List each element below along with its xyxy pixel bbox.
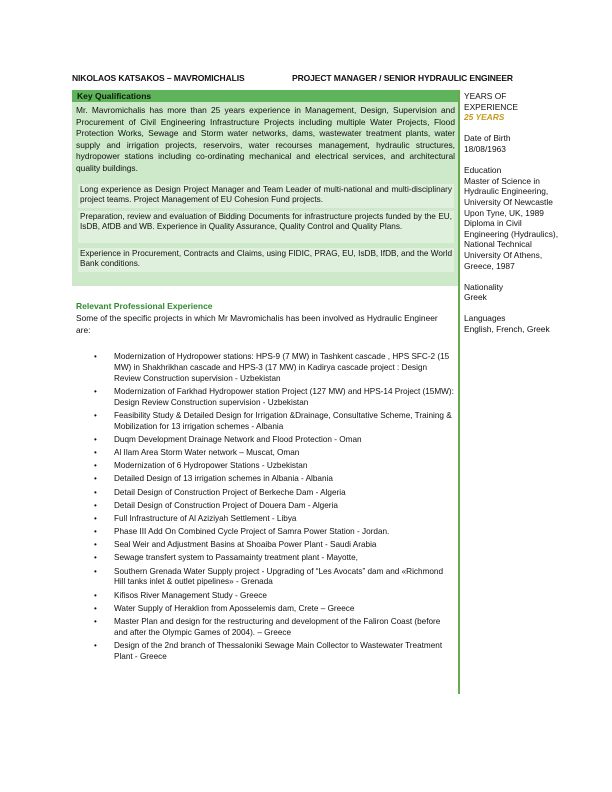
qualification-box-procurement (78, 248, 454, 272)
list-item: • Kifisos River Management Study - Greece (94, 590, 267, 600)
years-label: EXPERIENCE (464, 101, 518, 112)
list-item: • Modernization of 6 Hydropower Stations - Uzbekistan (94, 461, 308, 471)
education-degree-diploma: Diploma in Civil Engineering (Hydraulics), National Technical University Of Athens, Greece, 1987 (464, 218, 559, 271)
column-divider (458, 90, 460, 694)
bullet-icon: • (94, 352, 97, 361)
bullet-icon: • (94, 640, 97, 650)
nationality-value: Greek (464, 292, 487, 303)
years-label: YEARS OF (464, 91, 507, 101)
qualification-text: Experience in Procurement, Contracts and Claims, using FIDIC, PRAG, EU, IsDB, IfDB, and the World Bank conditions. (80, 249, 452, 268)
list-item: • Feasibility Study & Detailed Design for Irrigation &Drainage, Consultative Scheme, Training & Mobilization for 13 irrigation schemes - Albania (94, 410, 452, 431)
list-item: • Detail Design of Construction Project of Douera Dam - Algeria (94, 500, 338, 510)
experience-intro: Some of the specific projects in which Mr Mavromichalis has been involved as Hydraulic Engineer are: (76, 313, 438, 335)
bullet-icon: • (94, 410, 97, 420)
list-item: • Detailed Design of 13 irrigation schemes in Albania - Albania (94, 474, 333, 484)
bullet-icon: • (94, 616, 97, 626)
bullet-icon: • (94, 487, 97, 497)
bullet-icon: • (94, 603, 97, 613)
list-item: • Full Infrastructure of Al Aziziyah Settlement - Libya (94, 513, 297, 523)
list-item: • Master Plan and design for the restructuring and development of the Faliron Coast (before and after the Olympic Games of 2004). – Greece (94, 616, 441, 637)
bullet-icon: • (94, 566, 97, 576)
bullet-icon: • (94, 553, 97, 563)
sidebar (464, 91, 564, 345)
qualification-box-management (78, 184, 454, 208)
bullet-icon: • (94, 590, 97, 600)
experience-title: Relevant Professional Experience (76, 301, 213, 311)
nationality-label: Nationality (464, 281, 504, 292)
education-label: Education (464, 165, 502, 176)
list-item: • Modernization of Hydropower stations: HPS-9 (7 MW) in Tashkent cascade , HPS SFC-2 (15 MW) in Shakhrikhan cascade and HPS-3 (17 MW) in Kadirya cascade project : Design Review Construction supervision - Uzbekistan (94, 352, 450, 383)
bullet-icon: • (94, 461, 97, 471)
dob-block (464, 133, 564, 154)
list-item: • Detail Design of Construction Project of Berkeche Dam - Algeria (94, 487, 346, 497)
list-item: • Duqm Development Drainage Network and Flood Protection - Oman (94, 434, 362, 444)
list-item: • Design of the 2nd branch of Thessaloniki Sewage Main Collector to Wastewater Treatment Plant - Greece (94, 640, 443, 661)
project-list (76, 352, 456, 665)
person-name: NIKOLAOS KATSAKOS – MAVROMICHALIS (72, 73, 245, 83)
bullet-icon: • (94, 474, 97, 484)
years-value: 25 YEARS (464, 112, 505, 123)
list-item: • Sewage transfert system to Passamainty treatment plant - Mayotte, (94, 553, 358, 563)
key-qualifications-panel (72, 90, 458, 286)
languages-value: English, French, Greek (464, 324, 550, 335)
list-item: • Southern Grenada Water Supply project - Upgrading of “Les Avocats” dam and «Richmond Hill tanks inlet & outlet pipelines» - Grenada (94, 566, 444, 587)
dob-value: 18/08/1963 (464, 143, 506, 154)
bullet-icon: • (94, 447, 97, 457)
dob-label: Date of Birth (464, 133, 511, 144)
education-degree-msc: Master of Science in Hydraulic Engineering, University Of Newcastle Upon Tyne, UK, 1989 (464, 175, 553, 218)
bullet-icon: • (94, 527, 97, 537)
list-item: • Phase III Add On Combined Cycle Project of Samra Power Station - Jordan. (94, 527, 390, 537)
nationality-block (464, 282, 564, 303)
bullet-icon: • (94, 513, 97, 523)
bullet-icon: • (94, 434, 97, 444)
qualification-text: Preparation, review and evaluation of Bidding Documents for infrastructure projects funded by the EU, IsDB, AfDB and WB. Experience in Quality Assurance, Quality Control and Quality Plans. (80, 212, 452, 231)
list-item: • Seal Weir and Adjustment Basins at Shoaiba Power Plant - Saudi Arabia (94, 540, 377, 550)
list-item: • Modernization of Farkhad Hydropower station Project (127 MW) and HPS-14 Project (15MW): Design Review Construction supervision - Uzbekistan (94, 386, 454, 407)
qualification-text: Long experience as Design Project Manager and Team Leader of multi-national and multi-disciplinary project teams. Project Management of EU Cohesion Fund projects. (80, 185, 452, 204)
list-item: • Al Ilam Area Storm Water network – Muscat, Oman (94, 447, 300, 457)
main-column (72, 90, 458, 694)
experience-years-block (464, 91, 564, 123)
key-qualifications-intro: Mr. Mavromichalis has more than 25 years experience in Management, Design, Supervision and Procurement of Civil Engineering Infrastructure Projects including multiple Water Projects, Flood Protection Works, Sewage and Storm water networks, dams, wastewater treatment plants, water supply and irrigation projects, reservoirs, water recourses management, hydraulic structures, hydropower stations including co-ordinating mechanical and electrical services, and architectural quality buildings. (76, 105, 455, 173)
list-item: • Water Supply of Heraklion from Aposselemis dam, Crete – Greece (94, 603, 355, 613)
bullet-icon: • (94, 540, 97, 550)
bullet-icon: • (94, 500, 97, 510)
person-role: PROJECT MANAGER / SENIOR HYDRAULIC ENGINEER (292, 73, 513, 83)
qualification-box-bidding (78, 211, 454, 243)
bullet-icon: • (94, 386, 97, 396)
languages-label: Languages (464, 313, 506, 324)
key-qualifications-title: Key Qualifications (72, 90, 458, 102)
languages-block (464, 313, 564, 334)
education-block (464, 165, 564, 271)
